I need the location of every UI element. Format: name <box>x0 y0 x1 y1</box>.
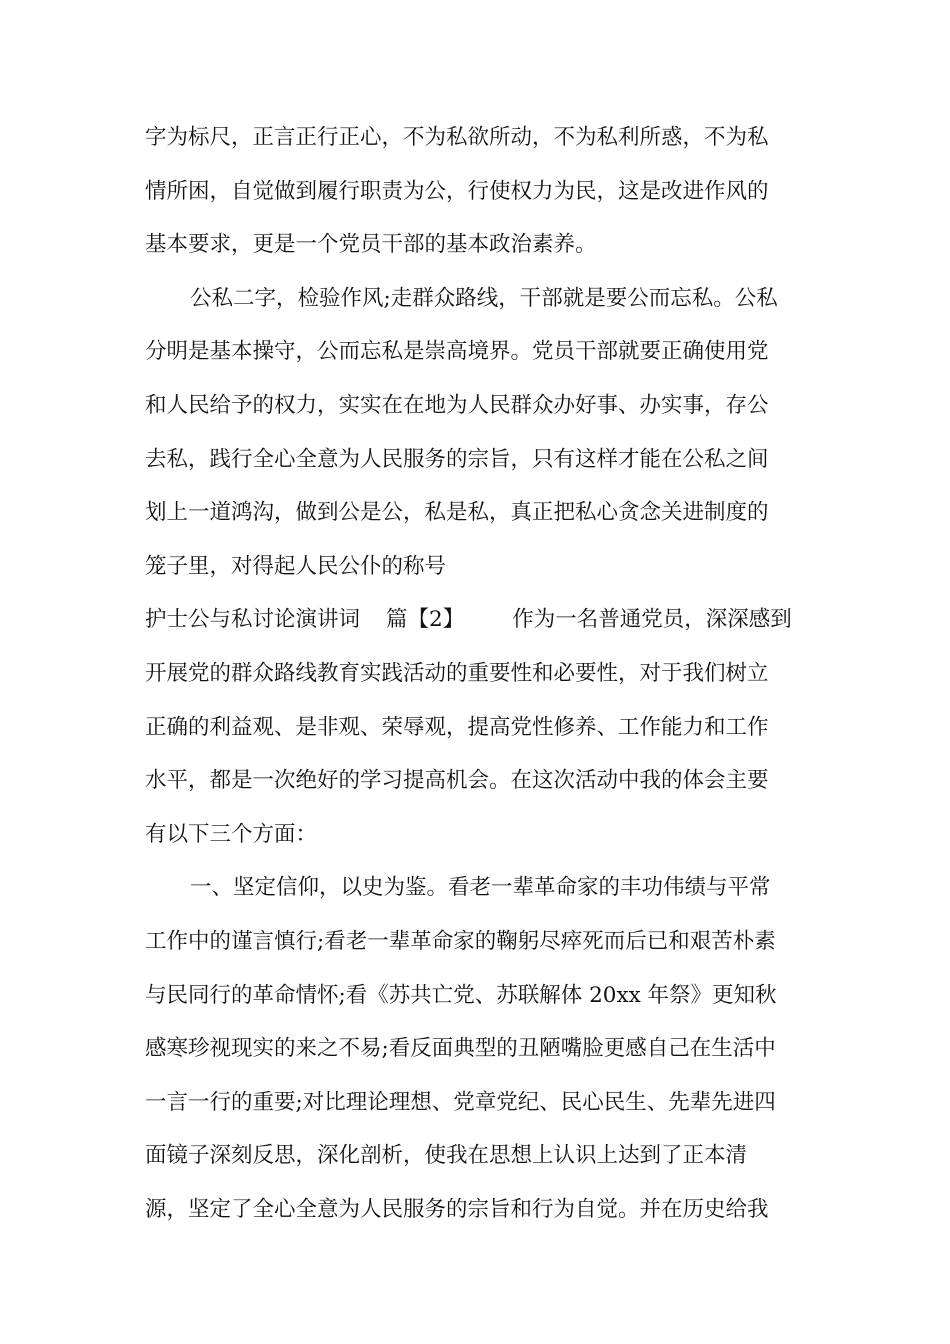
paragraph-first-line: 公私二字，检验作风;走群众路线，干部就是要公而忘私。公私 <box>190 285 778 311</box>
body-line: 基本要求，更是一个党员干部的基本政治素养。 <box>145 232 597 258</box>
body-line: 情所困，自觉做到履行职责为公，行使权力为民，这是改进作风的 <box>145 178 769 204</box>
section-number: 篇【2】 <box>386 607 465 633</box>
body-line: 有以下三个方面： <box>145 821 318 847</box>
document-body <box>145 111 807 1236</box>
body-line: 源，坚定了全心全意为人民服务的宗旨和行为自觉。并在历史给我 <box>145 1196 769 1222</box>
paragraph-first-line: 一、坚定信仰，以史为鉴。看老一辈革命家的丰功伟绩与平常 <box>190 875 771 901</box>
body-line: 笼子里，对得起人民公仆的称号 <box>145 553 447 579</box>
body-line: 去私，践行全心全意为人民服务的宗旨，只有这样才能在公私之间 <box>145 446 769 472</box>
body-line: 感寒珍视现实的来之不易;看反面典型的丑陋嘴脸更感自己在生活中 <box>145 1036 776 1062</box>
body-line: 划上一道鸿沟，做到公是公，私是私，真正把私心贪念关进制度的 <box>145 500 769 526</box>
body-line: 正确的利益观、是非观、荣辱观，提高党性修养、工作能力和工作 <box>145 714 769 740</box>
body-line: 一言一行的重要;对比理论理想、党章党纪、民心民生、先辈先进四 <box>145 1089 776 1115</box>
body-line: 分明是基本操守，公而忘私是崇高境界。党员干部就要正确使用党 <box>145 339 769 365</box>
section-heading-line <box>145 593 807 647</box>
body-line: 面镜子深刻反思，深化剖析，使我在思想上认识上达到了正本清 <box>145 1143 748 1169</box>
section-lead-text: 作为一名普通党员，深深感到 <box>512 607 792 633</box>
section-title: 护士公与私讨论演讲词 <box>145 607 361 633</box>
body-line: 与民同行的革命情怀;看《苏共亡党、苏联解体 20xx 年祭》更知秋 <box>145 982 777 1008</box>
body-line: 和人民给予的权力，实实在在地为人民群众办好事、办实事，存公 <box>145 392 769 418</box>
body-line: 水平，都是一次绝好的学习提高机会。在这次活动中我的体会主要 <box>145 768 769 794</box>
body-line: 字为标尺，正言正行正心，不为私欲所动，不为私利所惑，不为私 <box>145 125 769 150</box>
body-line: 开展党的群众路线教育实践活动的重要性和必要性，对于我们树立 <box>145 660 769 686</box>
body-line: 工作中的谨言慎行;看老一辈革命家的鞠躬尽瘁死而后已和艰苦朴素 <box>145 928 776 954</box>
